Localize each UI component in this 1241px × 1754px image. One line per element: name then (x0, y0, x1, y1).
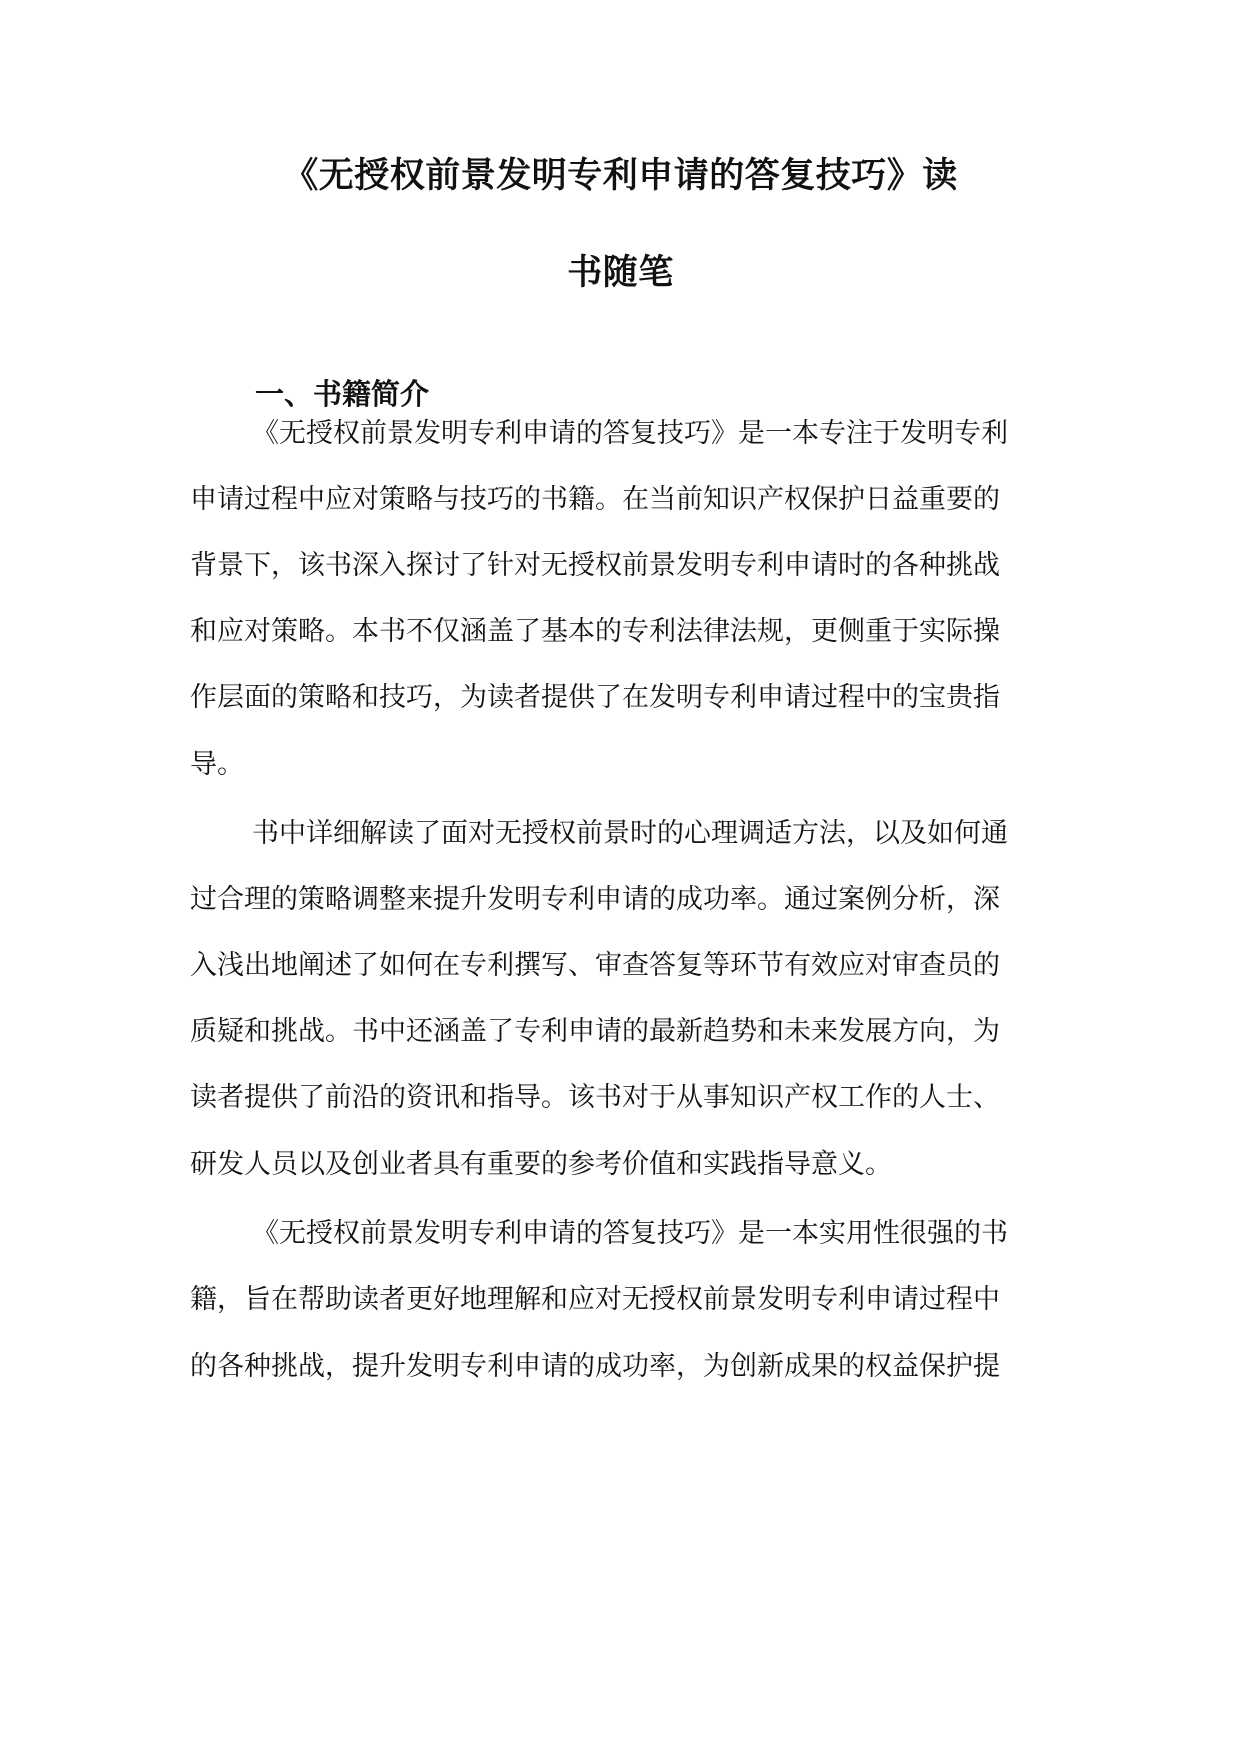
paragraph-line: 的各种挑战，提升发明专利申请的成功率，为创新成果的权益保护提 (190, 1351, 1000, 1382)
section-heading: 一、书籍简介 (255, 377, 430, 411)
paragraph-line: 背景下，该书深入探讨了针对无授权前景发明专利申请时的各种挑战 (190, 550, 1000, 581)
document-title-line-2: 书随笔 (567, 253, 674, 293)
paragraph-line: 作层面的策略和技巧，为读者提供了在发明专利申请过程中的宝贵指 (190, 682, 1000, 713)
document-title-line-1: 《无授权前景发明专利申请的答复技巧》读 (283, 156, 958, 196)
paragraph-line: 入浅出地阐述了如何在专利撰写、审查答复等环节有效应对审查员的 (190, 950, 1000, 981)
paragraph-line: 《无授权前景发明专利申请的答复技巧》是一本实用性很强的书 (252, 1218, 1008, 1249)
paragraph-line: 过合理的策略调整来提升发明专利申请的成功率。通过案例分析，深 (190, 884, 1000, 915)
paragraph-line: 书中详细解读了面对无授权前景时的心理调适方法，以及如何通 (252, 818, 1008, 849)
paragraph-line: 研发人员以及创业者具有重要的参考价值和实践指导意义。 (190, 1149, 892, 1180)
paragraph-line: 籍，旨在帮助读者更好地理解和应对无授权前景发明专利申请过程中 (190, 1284, 1000, 1315)
paragraph-line: 和应对策略。本书不仅涵盖了基本的专利法律法规，更侧重于实际操 (190, 616, 1000, 647)
paragraph-line: 质疑和挑战。书中还涵盖了专利申请的最新趋势和未来发展方向，为 (190, 1016, 1000, 1047)
paragraph-line: 导。 (190, 749, 244, 780)
paragraph-line: 申请过程中应对策略与技巧的书籍。在当前知识产权保护日益重要的 (190, 484, 1000, 515)
paragraph-line: 读者提供了前沿的资讯和指导。该书对于从事知识产权工作的人士、 (190, 1082, 1000, 1113)
paragraph-line: 《无授权前景发明专利申请的答复技巧》是一本专注于发明专利 (252, 418, 1008, 449)
